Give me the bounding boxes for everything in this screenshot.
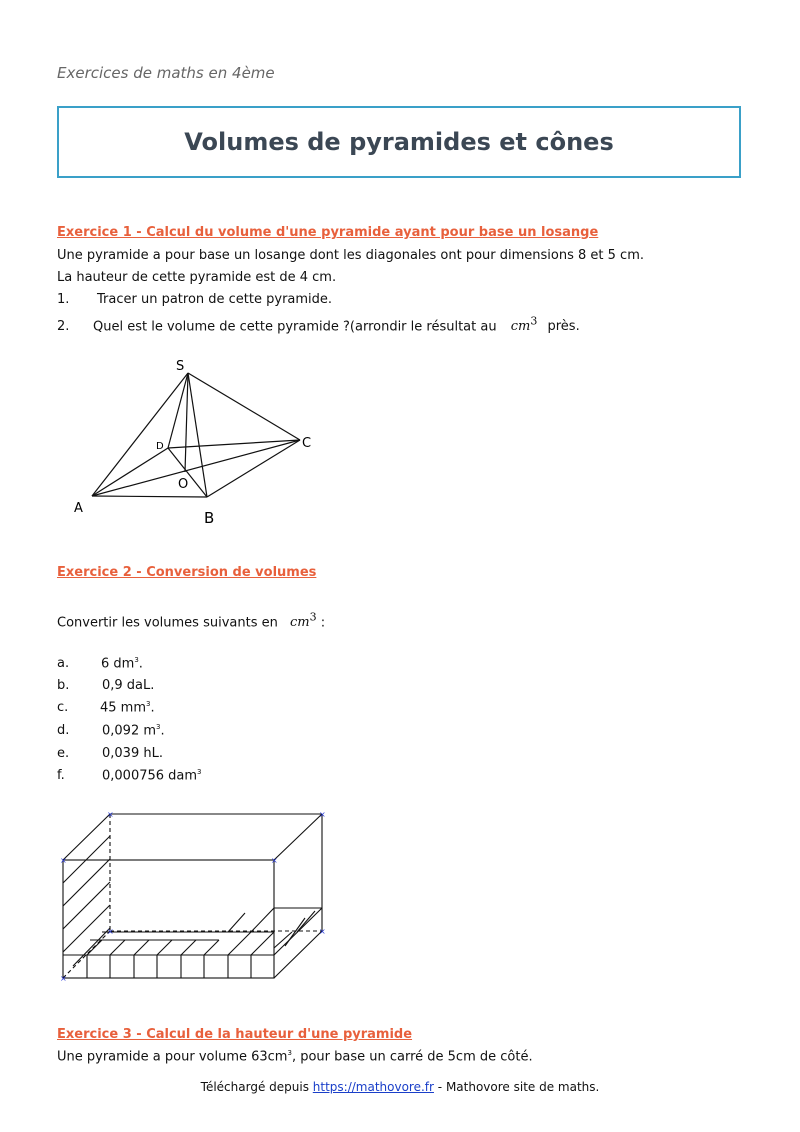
label-o: O [178, 477, 189, 492]
exercise-2-intro: Convertir les volumes suivants en $cm^3$ : [57, 611, 326, 631]
label-a: A [74, 501, 83, 516]
svg-text:×: × [319, 927, 326, 936]
label-d: D [156, 441, 164, 452]
page-title: Volumes de pyramides et cônes [184, 128, 614, 156]
label-c: C [302, 436, 312, 451]
footer-suffix: - Mathovore site de maths. [437, 1080, 600, 1094]
svg-text:×: × [271, 856, 278, 865]
svg-text:×: × [60, 856, 67, 865]
svg-text:×: × [319, 810, 326, 819]
exercise-1-item-1 [57, 292, 332, 307]
exercise-2-title: Exercice 2 - Conversion de volumes [57, 565, 317, 580]
conversion-item-d: d. 0,092 $m^3$. [57, 723, 165, 739]
conversion-item-c: c. 45 $mm^3$. [57, 700, 155, 716]
box-figure [55, 808, 335, 988]
document-subtitle: Exercices de maths en 4ème [57, 64, 275, 82]
conversion-item-e: e. 0,039 hL. [57, 746, 163, 761]
item-text: Tracer un patron de cette pyramide. [97, 292, 333, 307]
unit-cm3: $cm^3$ [510, 315, 538, 335]
conversion-item-f: f. 0,000756 dam$^3$ [57, 768, 202, 784]
exercise-1-title: Exercice 1 - Calcul du volume d'une pyramide ayant pour base un losange [57, 225, 599, 240]
item-text: Quel est le volume de cette pyramide ?(arrondir le résultat au [93, 319, 497, 335]
footer-prefix: Téléchargé depuis [200, 1080, 309, 1094]
conversion-item-b: b. 0,9 daL. [57, 678, 155, 693]
exercise-3-title: Exercice 3 - Calcul de la hauteur d'une pyramide [57, 1027, 413, 1042]
exercise-3-line: Une pyramide a pour volume $63cm^3$, pour base un carré de 5cm de côté. [57, 1049, 533, 1065]
footer [0, 1080, 800, 1094]
svg-text:×: × [107, 810, 114, 819]
exercise-1-line-1: Une pyramide a pour base un losange dont les diagonales ont pour dimensions 8 et 5 cm. [57, 248, 644, 263]
footer-link[interactable]: https://mathovore.fr [312, 1080, 434, 1094]
exercise-1-item-2 [57, 315, 580, 334]
exercise-1-line-2: La hauteur de cette pyramide est de 4 cm. [57, 270, 337, 285]
label-b: B [204, 509, 215, 527]
conversion-item-a: a. 6 $dm^3$. [57, 656, 143, 672]
item-text-after: près. [547, 319, 580, 335]
svg-text:×: × [60, 974, 67, 983]
svg-text:×: × [107, 927, 114, 936]
pyramid-figure [70, 355, 330, 530]
item-number: 2. [57, 319, 70, 335]
label-s: S [176, 359, 185, 374]
item-number: 1. [57, 292, 70, 307]
title-box [57, 106, 741, 178]
unit-cm3: $cm^3$ [289, 611, 317, 631]
